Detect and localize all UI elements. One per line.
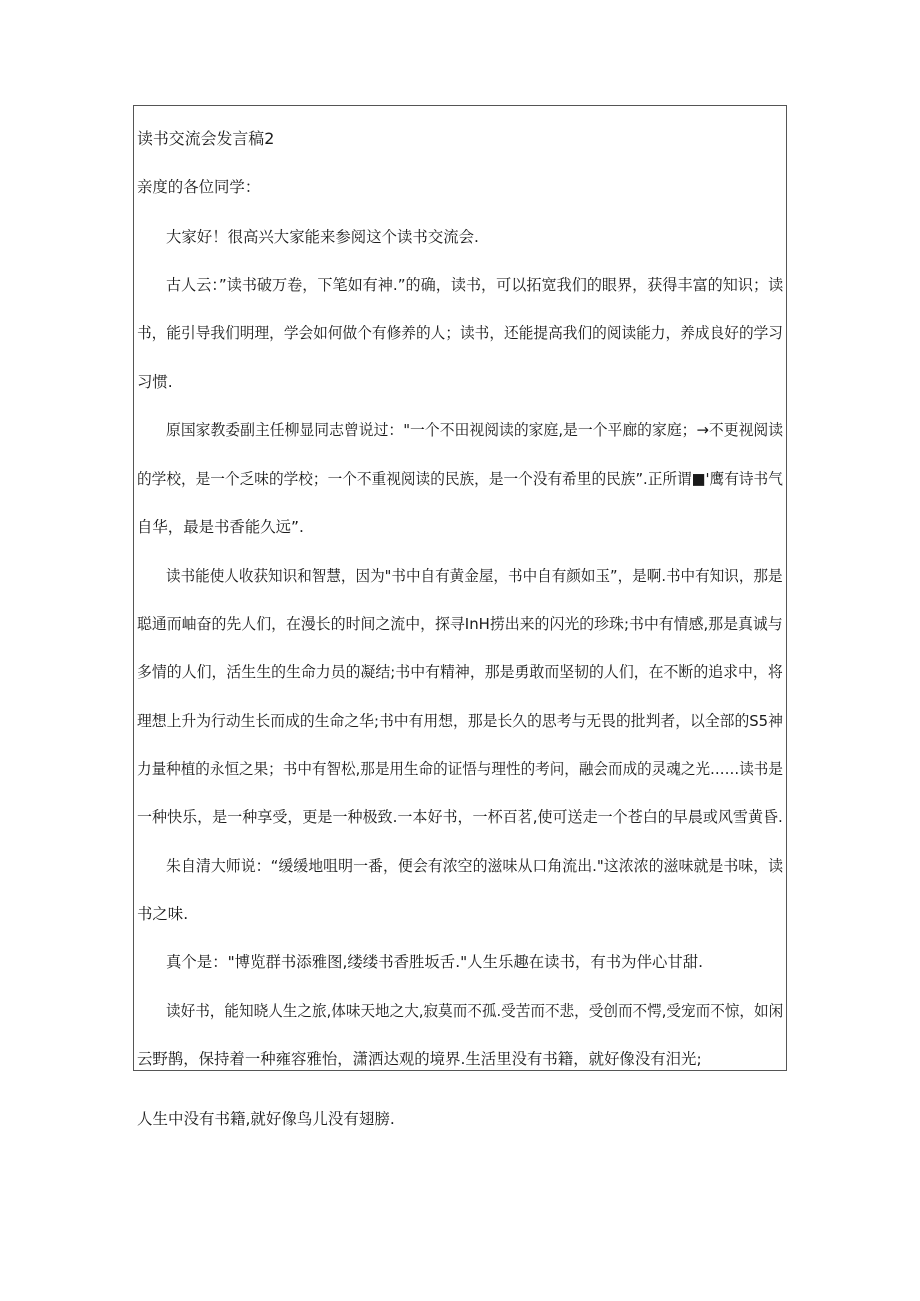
paragraph-line: 原国家教委副主任柳显同志曾说过："一个不田视阅读的家庭,是一个平廊的家庭；→不更视阅读: [166, 421, 784, 439]
after-frame-line: 人生中没有书籍,就好像鸟儿没有翅膀.: [137, 1110, 395, 1128]
paragraph-line: 习惯.: [137, 373, 173, 391]
paragraph-line: 书，能引导我们明理，学会如何做个有修养的人；读书，还能提高我们的阅读能力，养成良好的学习: [137, 324, 784, 342]
page-frame: [133, 105, 787, 1071]
paragraph-line: 多情的人们，活生生的生命力员的凝结;书中有精神，那是勇敢而坚韧的人们，在不断的追求中，将: [137, 663, 783, 681]
salutation: 亲度的各位同学：: [137, 178, 261, 196]
paragraph-line: 古人云：”读书破万卷，下笔如有神.”的确，读书，可以拓宽我们的眼界，获得丰富的知识；读: [166, 276, 784, 294]
paragraph-line: 真个是："博览群书添雅图,缕缕书香胜坂舌."人生乐趣在读书，有书为伴心甘甜.: [166, 953, 704, 971]
paragraph-line: 力量种植的永恒之果；书中有智松,那是用生命的证悟与理性的考问，融会而成的灵魂之光……读书是: [137, 760, 783, 778]
paragraph-line: 理想上升为行动生长而成的生命之华;书中有用想，那是长久的思考与无畏的批判者，以全部的S5神: [137, 712, 783, 730]
paragraph-line: 书之味.: [137, 905, 189, 923]
paragraph-line: 读书能使人收获知识和智慧，因为"书中自有黄金屋，书中自有颜如玉”，是啊.书中有知识，那是: [166, 567, 783, 585]
paragraph-line: 聪通而岫奋的先人们，在漫长的时间之流中，探寻InH捞出来的闪光的珍珠;书中有情感,那是真诚与: [137, 615, 783, 633]
paragraph-line: 自华，最是书香能久远”.: [137, 518, 304, 536]
paragraph-line: 云野鹊，保持着一种雍容雅怡，潇洒达观的境界.生活里没有书籍，就好像没有汨光;: [137, 1050, 702, 1068]
paragraph-line: 大家好！很高兴大家能来参阅这个读书交流会.: [166, 228, 479, 246]
document-title: 读书交流会发言稿2: [137, 129, 275, 148]
paragraph-line: 朱自清大师说：“缓缓地咀明一番，便会有浓空的滋味从口角流出."这浓浓的滋味就是书味，读: [166, 857, 784, 875]
paragraph-line: 的学校，是一个乏味的学校；一个不重视阅读的民族，是一个没有希里的民族”.正所谓■'鹰有诗书气: [137, 470, 783, 488]
paragraph-line: 一种快乐，是一种享受，更是一种极致.一本好书，一杯百茗,使可送走一个苍白的早晨或风雪黄昏.: [137, 808, 783, 826]
paragraph-line: 读好书，能知晓人生之旅,体味天地之大,寂莫而不孤.受苦而不悲，受创而不愕,受宠而不惊，如闲: [166, 1002, 784, 1020]
